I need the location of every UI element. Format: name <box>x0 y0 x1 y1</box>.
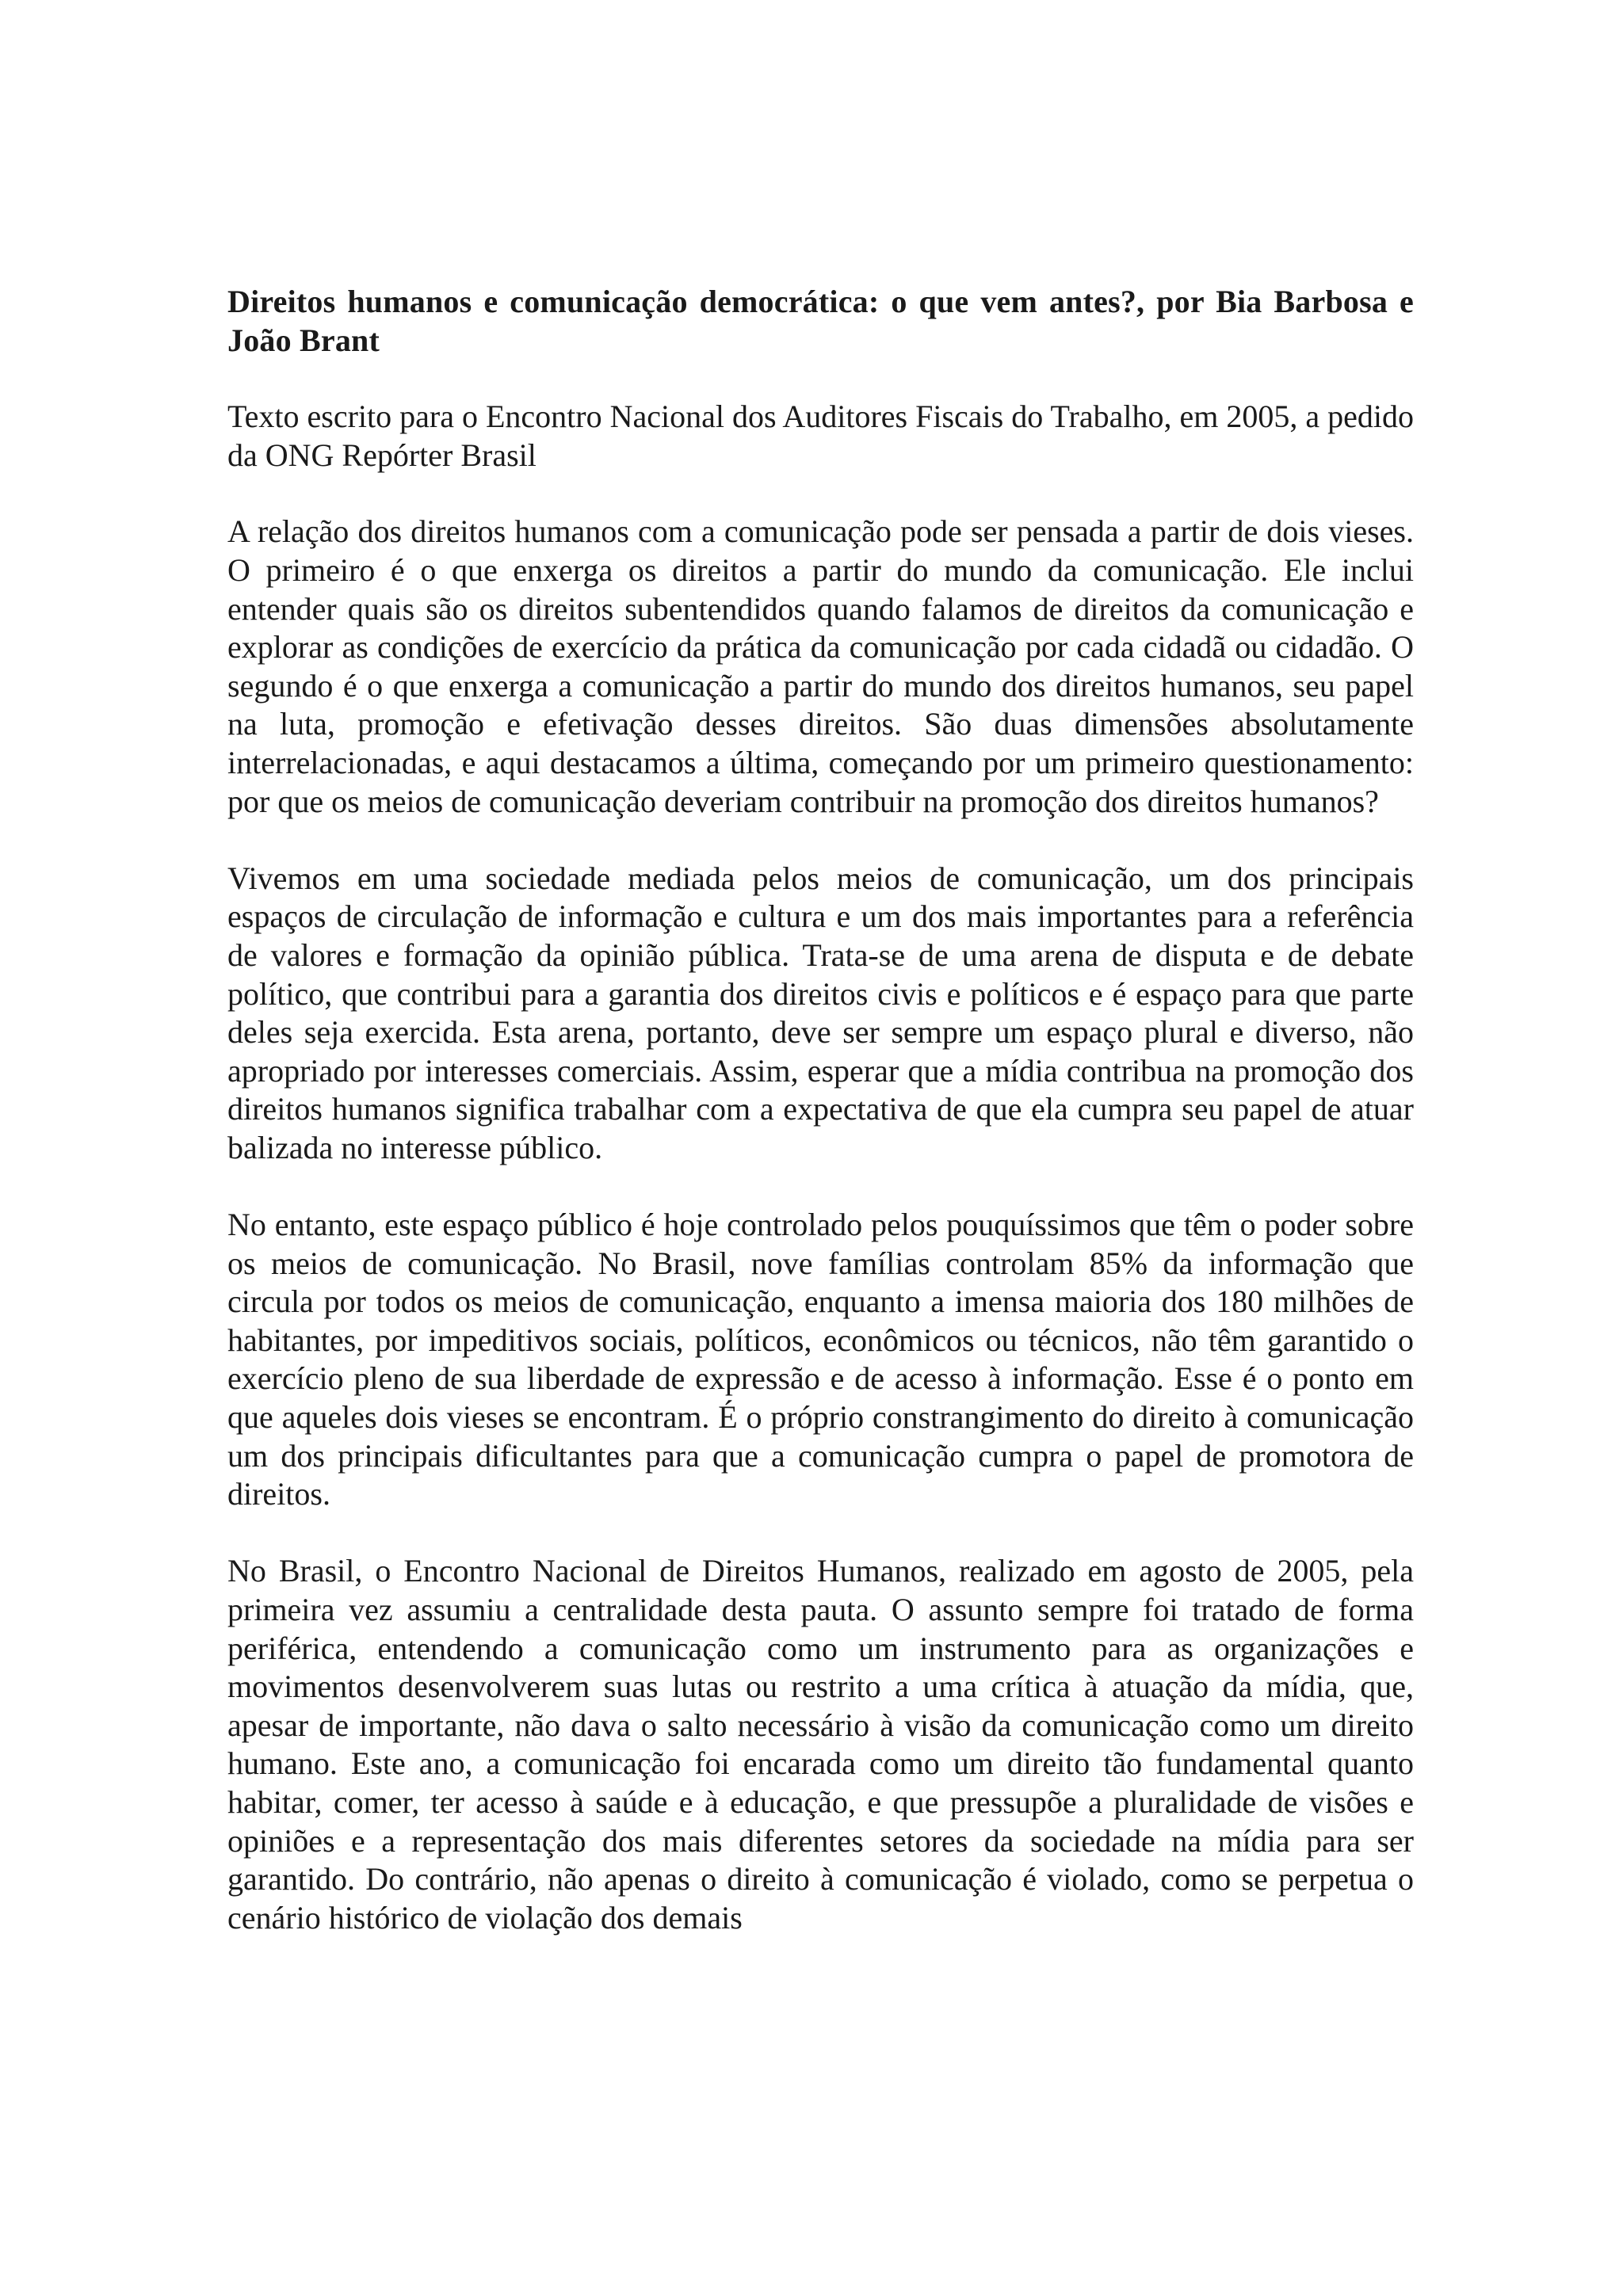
paragraph-1: A relação dos direitos humanos com a comunicação pode ser pensada a partir de dois vieses. O primeiro é o que enxerga os direitos a partir do mundo da comunicação. Ele inclui entender quais são os direitos subentendidos quando falamos de direitos da comunicação e explorar as condições de exercício da prática da comunicação por cada cidadã ou cidadão. O segundo é o que enxerga a comunicação a partir do mundo dos direitos humanos, seu papel na luta, promoção e efetivação desses direitos. São duas dimensões absolutamente interrelacionadas, e aqui destacamos a última, começando por um primeiro questionamento: por que os meios de comunicação deveriam contribuir na promoção dos direitos humanos? <box>227 513 1414 819</box>
paragraph-2: Vivemos em uma sociedade mediada pelos meios de comunicação, um dos principais espaços de circulação de informação e cultura e um dos mais importantes para a referência de valores e formação da opinião pública. Trata-se de uma arena de disputa e de debate político, que contribui para a garantia dos direitos civis e políticos e é espaço para que parte deles seja exercida. Esta arena, portanto, deve ser sempre um espaço plural e diverso, não apropriado por interesses comerciais. Assim, esperar que a mídia contribua na promoção dos direitos humanos significa trabalhar com a expectativa de que ela cumpra seu papel de atuar balizada no interesse público. <box>227 860 1414 1165</box>
paragraph-3: No entanto, este espaço público é hoje controlado pelos pouquíssimos que têm o poder sobre os meios de comunicação. No Brasil, nove famílias controlam 85% da informação que circula por todos os meios de comunicação, enquanto a imensa maioria dos 180 milhões de habitantes, por impeditivos sociais, políticos, econômicos ou técnicos, não têm garantido o exercício pleno de sua liberdade de expressão e de acesso à informação. Esse é o ponto em que aqueles dois vieses se encontram. É o próprio constrangimento do direito à comunicação um dos principais dificultantes para que a comunicação cumpra o papel de promotora de direitos. <box>227 1207 1414 1512</box>
document-body <box>227 283 1414 1937</box>
paragraph-4: No Brasil, o Encontro Nacional de Direitos Humanos, realizado em agosto de 2005, pela primeira vez assumiu a centralidade desta pauta. O assunto sempre foi tratado de forma periférica, entendendo a comunicação como um instrumento para as organizações e movimentos desenvolverem suas lutas ou restrito a uma crítica à atuação da mídia, que, apesar de importante, não dava o salto necessário à visão da comunicação como um direito humano. Este ano, a comunicação foi encarada como um direito tão fundamental quanto habitar, comer, ter acesso à saúde e à educação, e que pressupõe a pluralidade de visões e opiniões e a representação dos mais diferentes setores da sociedade na mídia para ser garantido. Do contrário, não apenas o direito à comunicação é violado, como se perpetua o cenário histórico de violação dos demais <box>227 1553 1414 1936</box>
document-subtitle: Texto escrito para o Encontro Nacional dos Auditores Fiscais do Trabalho, em 2005, a pedido da ONG Repórter Brasil <box>227 399 1414 473</box>
document-title: Direitos humanos e comunicação democrática: o que vem antes?, por Bia Barbosa e João Brant <box>227 284 1414 358</box>
